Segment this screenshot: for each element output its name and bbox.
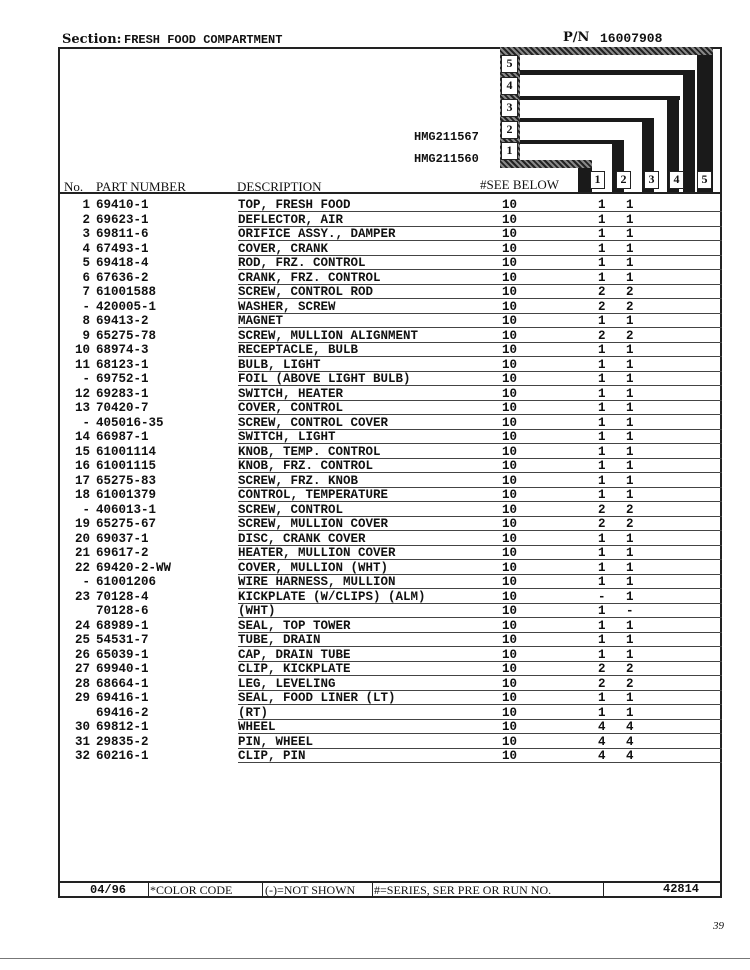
row-qty-col-2: 2 — [626, 676, 634, 691]
row-no: 10 — [74, 343, 90, 357]
footer-not-shown: (-)=NOT SHOWN — [265, 883, 356, 897]
row-qty-col-2: 1 — [626, 705, 634, 720]
row-qty-col-1: 1 — [598, 415, 606, 430]
row-description: PIN, WHEEL — [238, 734, 314, 749]
row-qty-col-1: 2 — [598, 502, 606, 517]
row-qty-col-1: 1 — [598, 546, 606, 560]
row-no: 21 — [74, 546, 90, 560]
series-box-3: 3 — [501, 99, 518, 117]
row-qty-col-1: 1 — [598, 705, 606, 720]
row-part-number: 65275-78 — [96, 328, 157, 343]
row-see-below: 10 — [502, 459, 518, 473]
row-qty-col-2: 1 — [626, 270, 634, 285]
row-part-number: 406013-1 — [96, 502, 157, 517]
row-part-number: 69037-1 — [96, 531, 149, 546]
row-qty-col-2: 1 — [626, 415, 634, 430]
row-description: SEAL, TOP TOWER — [238, 618, 351, 633]
row-part-number: 68123-1 — [96, 357, 149, 372]
row-qty-col-2: 4 — [626, 720, 634, 734]
row-part-number: 65275-67 — [96, 517, 157, 531]
row-no: 8 — [82, 314, 90, 328]
row-description: SCREW, MULLION COVER — [238, 517, 389, 531]
row-part-number: 61001206 — [96, 575, 157, 589]
row-part-number: 29835-2 — [96, 734, 149, 749]
row-qty-col-1: 1 — [598, 560, 606, 575]
row-description: WIRE HARNESS, MULLION — [238, 575, 396, 589]
row-part-number: 69812-1 — [96, 720, 149, 734]
column-header-part-number: PART NUMBER — [96, 179, 186, 194]
row-see-below: 10 — [502, 705, 518, 720]
row-see-below: 10 — [502, 647, 518, 662]
row-qty-col-1: 4 — [598, 749, 606, 763]
row-qty-col-2: 1 — [626, 691, 634, 705]
row-part-number: 68974-3 — [96, 343, 149, 357]
row-qty-col-1: 1 — [598, 270, 606, 285]
row-see-below: 10 — [502, 734, 518, 749]
row-qty-col-2: - — [626, 604, 634, 618]
row-no: 9 — [82, 328, 90, 343]
row-part-number: 69623-1 — [96, 212, 149, 227]
row-qty-col-2: 1 — [626, 357, 634, 372]
row-qty-col-2: 1 — [626, 531, 634, 546]
row-description: (RT) — [238, 705, 269, 720]
row-no: 31 — [74, 734, 90, 749]
row-qty-col-2: 2 — [626, 517, 634, 531]
row-qty-col-2: 2 — [626, 299, 634, 314]
row-part-number: 420005-1 — [96, 299, 157, 314]
row-part-number: 61001115 — [96, 459, 157, 473]
row-part-number: 60216-1 — [96, 749, 149, 763]
row-no: 26 — [74, 647, 90, 662]
row-qty-col-2: 1 — [626, 343, 634, 357]
row-qty-col-2: 1 — [626, 473, 634, 488]
row-qty-col-1: 2 — [598, 299, 606, 314]
row-no: - — [82, 299, 90, 314]
row-no: 24 — [74, 618, 90, 633]
row-see-below: 10 — [502, 430, 518, 444]
column-number-3: 3 — [644, 171, 659, 189]
section-name: FRESH FOOD COMPARTMENT — [124, 33, 283, 47]
footer-color-code: *COLOR CODE — [150, 883, 233, 897]
row-qty-col-1: 1 — [598, 227, 606, 241]
row-description: KNOB, FRZ. CONTROL — [238, 459, 374, 473]
column-header-see-below: #SEE BELOW — [480, 177, 560, 192]
row-qty-col-1: 1 — [598, 386, 606, 401]
row-see-below: 10 — [502, 618, 518, 633]
row-divider — [238, 762, 722, 763]
row-qty-col-1: 1 — [598, 198, 606, 212]
row-qty-col-2: 1 — [626, 589, 634, 604]
row-qty-col-1: 1 — [598, 401, 606, 415]
row-see-below: 10 — [502, 691, 518, 705]
row-no: 16 — [74, 459, 90, 473]
column-number-4: 4 — [669, 171, 684, 189]
row-no: - — [82, 502, 90, 517]
row-see-below: 10 — [502, 444, 518, 459]
row-see-below: 10 — [502, 285, 518, 299]
row-part-number: 69416-2 — [96, 705, 149, 720]
row-description: SCREW, FRZ. KNOB — [238, 473, 359, 488]
row-no: - — [82, 575, 90, 589]
row-description: SCREW, CONTROL — [238, 502, 344, 517]
row-no: 15 — [74, 444, 90, 459]
row-qty-col-2: 1 — [626, 314, 634, 328]
row-qty-col-1: 1 — [598, 633, 606, 647]
row-see-below: 10 — [502, 633, 518, 647]
row-qty-col-1: 2 — [598, 676, 606, 691]
row-description: BULB, LIGHT — [238, 357, 321, 372]
row-qty-col-1: - — [598, 589, 606, 604]
row-description: CLIP, KICKPLATE — [238, 662, 351, 676]
row-see-below: 10 — [502, 401, 518, 415]
row-see-below: 10 — [502, 676, 518, 691]
row-qty-col-1: 4 — [598, 734, 606, 749]
row-part-number: 61001114 — [96, 444, 157, 459]
row-no: 4 — [82, 241, 90, 256]
row-part-number: 69418-4 — [96, 256, 149, 270]
pn-value: 16007908 — [600, 31, 663, 46]
row-description: HEATER, MULLION COVER — [238, 546, 396, 560]
row-part-number: 69940-1 — [96, 662, 149, 676]
row-see-below: 10 — [502, 560, 518, 575]
row-part-number: 405016-35 — [96, 415, 164, 430]
row-see-below: 10 — [502, 546, 518, 560]
row-qty-col-1: 1 — [598, 372, 606, 386]
row-see-below: 10 — [502, 415, 518, 430]
row-description: CRANK, FRZ. CONTROL — [238, 270, 381, 285]
row-no: 6 — [82, 270, 90, 285]
row-see-below: 10 — [502, 256, 518, 270]
column-number-2: 2 — [616, 171, 631, 189]
row-part-number: 69811-6 — [96, 227, 149, 241]
row-qty-col-1: 1 — [598, 459, 606, 473]
series-box-4: 4 — [501, 77, 518, 95]
series-box-1: 1 — [501, 142, 518, 160]
row-part-number: 67493-1 — [96, 241, 149, 256]
row-see-below: 10 — [502, 604, 518, 618]
column-header-no: No. — [64, 179, 84, 194]
row-no: - — [82, 372, 90, 386]
row-see-below: 10 — [502, 720, 518, 734]
row-see-below: 10 — [502, 386, 518, 401]
row-part-number: 61001379 — [96, 488, 157, 502]
row-qty-col-1: 1 — [598, 241, 606, 256]
footer-date: 04/96 — [90, 883, 127, 897]
row-see-below: 10 — [502, 328, 518, 343]
row-see-below: 10 — [502, 270, 518, 285]
row-description: LEG, LEVELING — [238, 676, 336, 691]
row-description: DISC, CRANK COVER — [238, 531, 366, 546]
row-part-number: 70128-6 — [96, 604, 149, 618]
row-no: 18 — [74, 488, 90, 502]
row-qty-col-2: 1 — [626, 647, 634, 662]
row-description: SCREW, MULLION ALIGNMENT — [238, 328, 419, 343]
row-part-number: 70128-4 — [96, 589, 149, 604]
row-no: 25 — [74, 633, 90, 647]
row-description: SWITCH, LIGHT — [238, 430, 336, 444]
row-qty-col-1: 1 — [598, 647, 606, 662]
row-description: CLIP, PIN — [238, 749, 306, 763]
row-qty-col-1: 1 — [598, 430, 606, 444]
row-description: RECEPTACLE, BULB — [238, 343, 359, 357]
row-see-below: 10 — [502, 357, 518, 372]
row-qty-col-2: 4 — [626, 734, 634, 749]
row-see-below: 10 — [502, 241, 518, 256]
row-qty-col-2: 1 — [626, 256, 634, 270]
row-see-below: 10 — [502, 531, 518, 546]
row-no: 11 — [74, 357, 90, 372]
row-part-number: 68989-1 — [96, 618, 149, 633]
row-see-below: 10 — [502, 343, 518, 357]
row-qty-col-1: 1 — [598, 575, 606, 589]
row-part-number: 70420-7 — [96, 401, 149, 415]
row-qty-col-1: 2 — [598, 285, 606, 299]
row-description: TOP, FRESH FOOD — [238, 198, 351, 212]
row-description: COVER, MULLION (WHT) — [238, 560, 389, 575]
row-qty-col-2: 1 — [626, 575, 634, 589]
row-no: 12 — [74, 386, 90, 401]
row-description: COVER, CRANK — [238, 241, 329, 256]
row-description: KNOB, TEMP. CONTROL — [238, 444, 381, 459]
row-see-below: 10 — [502, 517, 518, 531]
row-part-number: 69617-2 — [96, 546, 149, 560]
row-qty-col-1: 1 — [598, 357, 606, 372]
row-qty-col-1: 2 — [598, 662, 606, 676]
row-description: SWITCH, HEATER — [238, 386, 344, 401]
row-see-below: 10 — [502, 662, 518, 676]
row-qty-col-1: 2 — [598, 328, 606, 343]
row-qty-col-2: 1 — [626, 546, 634, 560]
row-no: 23 — [74, 589, 90, 604]
row-description: SCREW, CONTROL COVER — [238, 415, 389, 430]
model-number-2: HMG211560 — [414, 152, 479, 166]
row-part-number: 65275-83 — [96, 473, 157, 488]
row-description: ORIFICE ASSY., DAMPER — [238, 227, 396, 241]
row-part-number: 69413-2 — [96, 314, 149, 328]
row-description: MAGNET — [238, 314, 284, 328]
page-mark: 39 — [713, 920, 724, 932]
row-qty-col-2: 1 — [626, 444, 634, 459]
row-qty-col-2: 2 — [626, 285, 634, 299]
row-qty-col-1: 4 — [598, 720, 606, 734]
row-qty-col-2: 2 — [626, 328, 634, 343]
pn-label: P/N — [563, 30, 590, 45]
row-no: 29 — [74, 691, 90, 705]
row-part-number: 69420-2-WW — [96, 560, 172, 575]
row-qty-col-1: 1 — [598, 531, 606, 546]
row-qty-col-1: 1 — [598, 256, 606, 270]
row-qty-col-2: 1 — [626, 386, 634, 401]
row-see-below: 10 — [502, 198, 518, 212]
row-qty-col-2: 1 — [626, 560, 634, 575]
row-qty-col-2: 1 — [626, 430, 634, 444]
row-no: 22 — [74, 560, 90, 575]
row-qty-col-2: 1 — [626, 633, 634, 647]
series-box-5: 5 — [501, 55, 518, 73]
row-qty-col-1: 1 — [598, 314, 606, 328]
row-no: 30 — [74, 720, 90, 734]
row-qty-col-2: 1 — [626, 618, 634, 633]
row-no: 27 — [74, 662, 90, 676]
row-qty-col-2: 2 — [626, 662, 634, 676]
row-description: KICKPLATE (W/CLIPS) (ALM) — [238, 589, 426, 604]
row-no: 2 — [82, 212, 90, 227]
model-number-1: HMG211567 — [414, 130, 479, 144]
row-see-below: 10 — [502, 227, 518, 241]
row-qty-col-1: 1 — [598, 618, 606, 633]
column-number-1: 1 — [590, 171, 605, 189]
row-part-number: 69410-1 — [96, 198, 149, 212]
row-qty-col-2: 1 — [626, 227, 634, 241]
row-description: (WHT) — [238, 604, 276, 618]
row-qty-col-1: 1 — [598, 212, 606, 227]
row-qty-col-1: 1 — [598, 604, 606, 618]
row-qty-col-2: 1 — [626, 372, 634, 386]
row-part-number: 66987-1 — [96, 430, 149, 444]
row-see-below: 10 — [502, 212, 518, 227]
row-description: DEFLECTOR, AIR — [238, 212, 344, 227]
row-qty-col-1: 1 — [598, 473, 606, 488]
row-qty-col-1: 1 — [598, 343, 606, 357]
row-description: CONTROL, TEMPERATURE — [238, 488, 389, 502]
row-see-below: 10 — [502, 502, 518, 517]
row-see-below: 10 — [502, 589, 518, 604]
row-description: ROD, FRZ. CONTROL — [238, 256, 366, 270]
row-description: WHEEL — [238, 720, 276, 734]
row-no: 19 — [74, 517, 90, 531]
row-see-below: 10 — [502, 299, 518, 314]
row-qty-col-1: 1 — [598, 691, 606, 705]
row-description: CAP, DRAIN TUBE — [238, 647, 351, 662]
row-part-number: 68664-1 — [96, 676, 149, 691]
row-part-number: 54531-7 — [96, 633, 149, 647]
row-see-below: 10 — [502, 473, 518, 488]
row-no: 17 — [74, 473, 90, 488]
row-no: 28 — [74, 676, 90, 691]
row-no: 7 — [82, 285, 90, 299]
row-see-below: 10 — [502, 749, 518, 763]
row-qty-col-2: 1 — [626, 488, 634, 502]
row-qty-col-1: 1 — [598, 488, 606, 502]
row-qty-col-2: 1 — [626, 198, 634, 212]
row-part-number: 69416-1 — [96, 691, 149, 705]
row-qty-col-2: 4 — [626, 749, 634, 763]
row-description: WASHER, SCREW — [238, 299, 336, 314]
row-description: COVER, CONTROL — [238, 401, 344, 415]
row-description: TUBE, DRAIN — [238, 633, 321, 647]
footer-series-note: #=SERIES, SER PRE OR RUN NO. — [374, 883, 552, 897]
column-header-description: DESCRIPTION — [237, 179, 322, 194]
row-qty-col-2: 1 — [626, 241, 634, 256]
row-qty-col-2: 2 — [626, 502, 634, 517]
row-see-below: 10 — [502, 575, 518, 589]
row-qty-col-1: 1 — [598, 444, 606, 459]
series-box-2: 2 — [501, 121, 518, 139]
row-part-number: 65039-1 — [96, 647, 149, 662]
footer-code: 42814 — [663, 882, 700, 896]
row-description: SEAL, FOOD LINER (LT) — [238, 691, 396, 705]
row-qty-col-2: 1 — [626, 212, 634, 227]
row-no: 5 — [82, 256, 90, 270]
row-see-below: 10 — [502, 314, 518, 328]
section-label: Section: — [62, 32, 122, 47]
row-qty-col-2: 1 — [626, 459, 634, 473]
row-part-number: 67636-2 — [96, 270, 149, 285]
row-no: 14 — [74, 430, 90, 444]
row-part-number: 61001588 — [96, 285, 157, 299]
row-qty-col-1: 2 — [598, 517, 606, 531]
row-part-number: 69752-1 — [96, 372, 149, 386]
row-qty-col-2: 1 — [626, 401, 634, 415]
row-no: 13 — [74, 401, 90, 415]
row-see-below: 10 — [502, 372, 518, 386]
row-part-number: 69283-1 — [96, 386, 149, 401]
row-no: 32 — [74, 749, 90, 763]
row-no: 1 — [82, 198, 90, 212]
row-description: SCREW, CONTROL ROD — [238, 285, 374, 299]
row-no: 3 — [82, 227, 90, 241]
row-no: 20 — [74, 531, 90, 546]
row-description: FOIL (ABOVE LIGHT BULB) — [238, 372, 411, 386]
column-number-5: 5 — [697, 171, 712, 189]
row-see-below: 10 — [502, 488, 518, 502]
row-no: - — [82, 415, 90, 430]
